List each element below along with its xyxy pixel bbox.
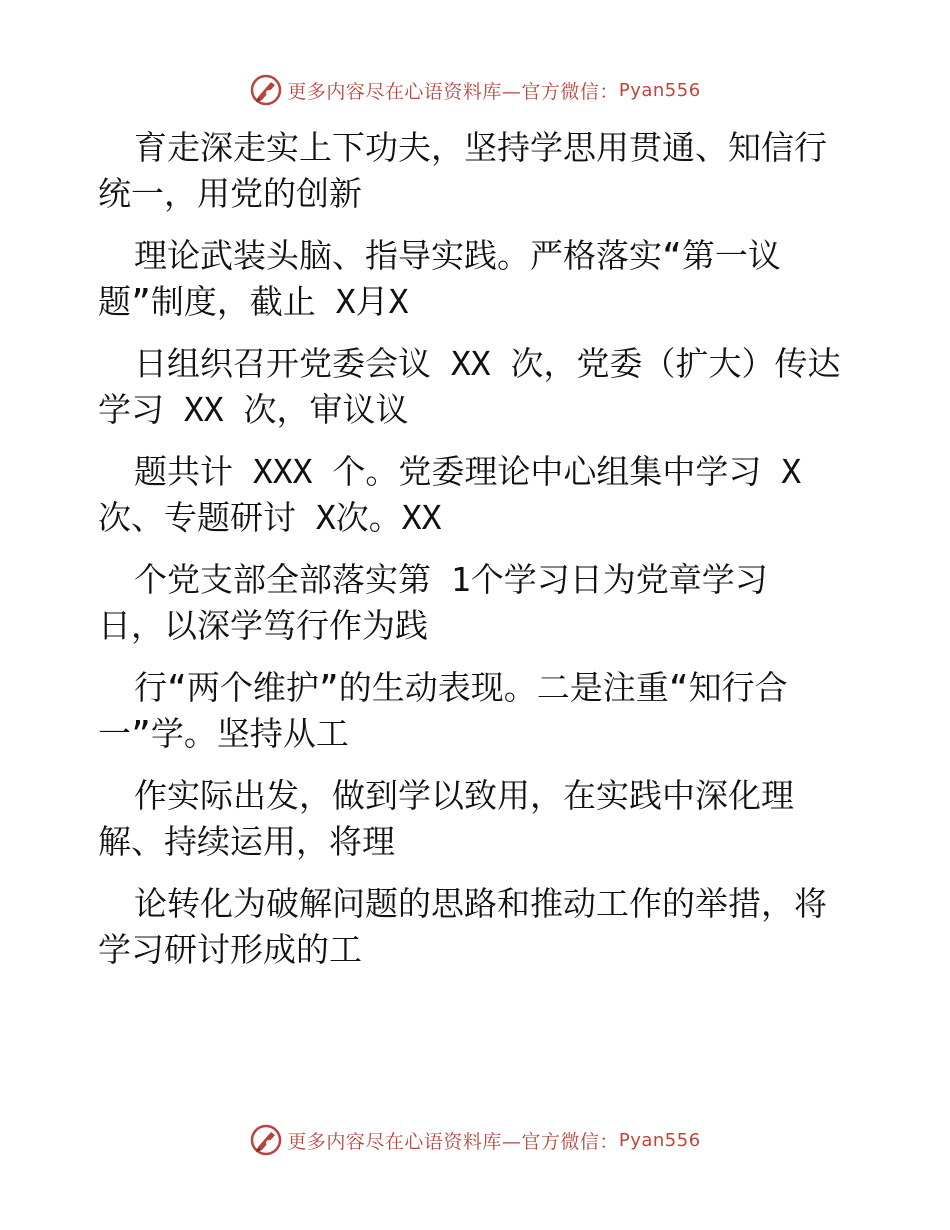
paragraph <box>98 768 898 876</box>
paragraph <box>98 444 898 552</box>
text-line: 育走深走实上下功夫，坚持学思用贯通、知信行 <box>134 128 827 167</box>
body-text <box>98 120 898 984</box>
text-line: 论转化为破解问题的思路和推动工作的举措，将 <box>134 884 827 923</box>
watermark-handle: Pyan556 <box>618 1129 701 1151</box>
text-line: 一”学。坚持从工 <box>98 714 349 753</box>
text-line: 个党支部全部落实第 1个学习日为党章学习 <box>134 560 768 599</box>
text-line: 作实际出发，做到学以致用，在实践中深化理 <box>134 776 794 815</box>
text-line: 学习 XX 次，审议议 <box>98 390 409 429</box>
paragraph <box>98 876 898 984</box>
text-line: 学习研讨形成的工 <box>98 930 362 969</box>
paragraph <box>98 660 898 768</box>
text-line: 理论武装头脑、指导实践。严格落实“第一议 <box>134 236 781 275</box>
footer-watermark <box>0 1120 950 1160</box>
paragraph <box>98 336 898 444</box>
text-line: 题”制度，截止 X月X <box>98 282 409 321</box>
header-watermark <box>0 70 950 110</box>
pen-logo-icon <box>249 1123 283 1157</box>
text-line: 次、专题研讨 X次。XX <box>98 498 442 537</box>
paragraph <box>98 552 898 660</box>
text-line: 行“两个维护”的生动表现。二是注重“知行合 <box>134 668 788 707</box>
text-line: 统一，用党的创新 <box>98 174 362 213</box>
text-line: 日组织召开党委会议 XX 次，党委（扩大）传达 <box>134 344 841 383</box>
paragraph <box>98 228 898 336</box>
watermark-text: 更多内容尽在心语资料库—官方微信： <box>287 1130 619 1153</box>
pen-logo-icon <box>249 73 283 107</box>
watermark-text: 更多内容尽在心语资料库—官方微信： <box>287 80 619 103</box>
text-line: 日，以深学笃行作为践 <box>98 606 428 645</box>
watermark-handle: Pyan556 <box>618 79 701 101</box>
text-line: 解、持续运用，将理 <box>98 822 395 861</box>
paragraph <box>98 120 898 228</box>
text-line: 题共计 XXX 个。党委理论中心组集中学习 X <box>134 452 802 491</box>
